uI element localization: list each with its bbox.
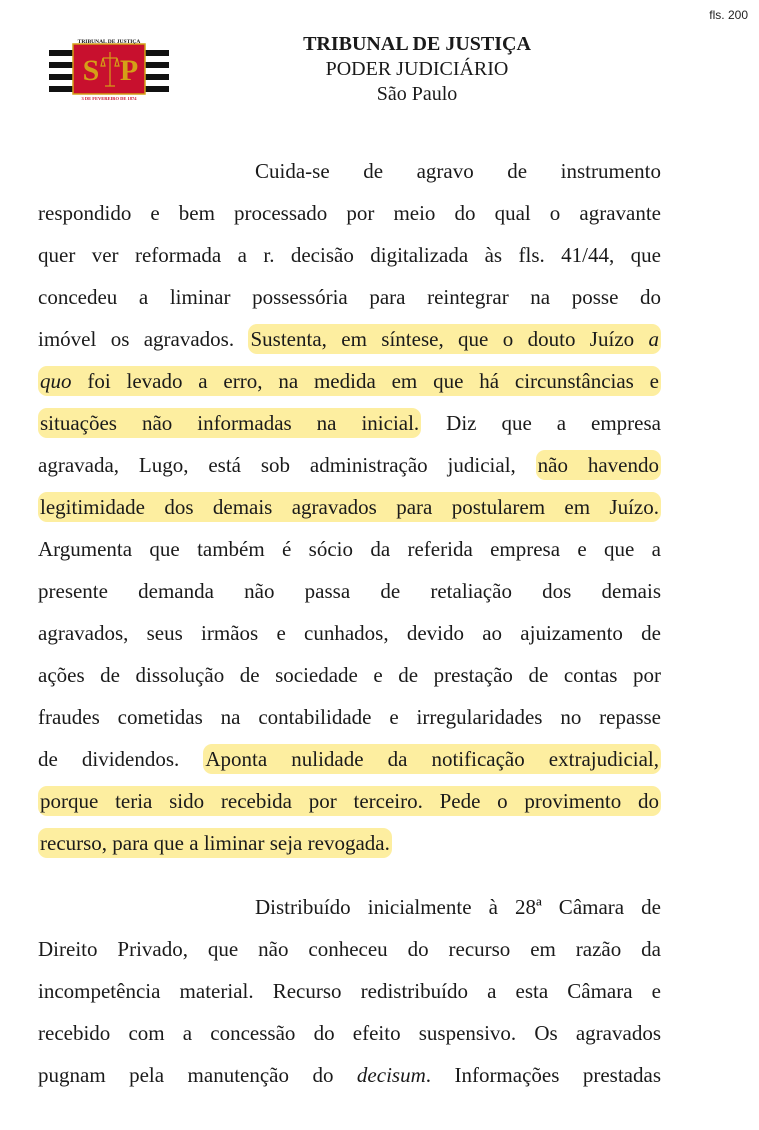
text-line: [38, 444, 661, 486]
text-line: Argumenta que também é sócio da referida empresa e que a: [38, 537, 661, 561]
text-span: de dividendos.: [38, 747, 180, 771]
highlighted-text: porque teria sido recebida por terceiro. Pede o provimento do: [38, 786, 661, 816]
highlighted-text: Aponta nulidade da notificação extrajudicial,: [203, 744, 661, 774]
highlighted-text: legitimidade dos demais agravados para postularem em Juízo.: [38, 492, 661, 522]
text-line: quer ver reformada a r. decisão digitalizada às fls. 41/44, que: [38, 243, 661, 267]
italic-text: quo: [40, 369, 72, 393]
text-span: . Informações prestadas: [425, 1063, 661, 1087]
court-seal-logo: [49, 38, 169, 102]
text-line: [38, 1054, 661, 1096]
text-span: foi levado a erro, na medida em que há circunstâncias e: [87, 369, 659, 393]
text-span: pugnam pela manutenção do: [38, 1063, 334, 1087]
highlighted-text: [248, 324, 661, 354]
text-line: respondido e bem processado por meio do qual o agravante: [38, 201, 661, 225]
branch-name: PODER JUDICIÁRIO: [325, 58, 509, 80]
highlighted-text: situações não informadas na inicial.: [38, 408, 421, 438]
text-line: Cuida-se de agravo de instrumento: [255, 159, 661, 183]
highlighted-text: não havendo: [536, 450, 661, 480]
highlighted-text: recurso, para que a liminar seja revogada.: [38, 828, 392, 858]
text-line: fraudes cometidas na contabilidade e irregularidades no repasse: [38, 705, 661, 729]
text-line: [38, 360, 661, 402]
text-line: agravados, seus irmãos e cunhados, devido ao ajuizamento de: [38, 621, 661, 645]
italic-text: a: [648, 327, 660, 351]
text-span: Sustenta, em síntese, que o douto Juízo: [250, 327, 635, 351]
document-header: [230, 32, 604, 107]
text-span: imóvel os agravados.: [38, 327, 235, 351]
seal-stripes-right: [143, 50, 169, 92]
seal-letter-s: S: [82, 54, 100, 87]
seal-letter-p: P: [119, 54, 139, 87]
text-span: agravada, Lugo, está sob administração judicial,: [38, 453, 516, 477]
text-line: [38, 486, 661, 528]
text-line: [38, 822, 661, 864]
text-line: [38, 402, 661, 444]
text-line: Direito Privado, que não conheceu do recurso em razão da: [38, 937, 661, 961]
text-line: ações de dissolução de sociedade e de prestação de contas por: [38, 663, 661, 687]
court-name: TRIBUNAL DE JUSTIÇA: [303, 33, 531, 55]
seal-stripes-left: [49, 50, 75, 92]
city-name: São Paulo: [376, 83, 458, 105]
text-line: Distribuído inicialmente à 28ª Câmara de: [255, 895, 661, 919]
text-line: recebido com a concessão do efeito suspensivo. Os agravados: [38, 1021, 661, 1045]
text-line: [38, 780, 661, 822]
text-span: Diz que a empresa: [446, 411, 661, 435]
text-line: [38, 738, 661, 780]
seal-top-text: TRIBUNAL DE JUSTIÇA: [77, 39, 141, 45]
paragraph-1: [38, 150, 661, 864]
highlighted-text: [38, 366, 661, 396]
page-number: fls. 200: [709, 8, 748, 22]
text-line: presente demanda não passa de retaliação dos demais: [38, 579, 661, 603]
seal-bottom-text: 3 DE FEVEREIRO DE 1874: [81, 96, 137, 101]
text-line: [38, 318, 661, 360]
text-line: incompetência material. Recurso redistribuído a esta Câmara e: [38, 979, 661, 1003]
paragraph-2: [38, 886, 661, 1096]
text-line: concedeu a liminar possessória para reintegrar na posse do: [38, 285, 661, 309]
italic-text: decisum: [356, 1063, 426, 1087]
